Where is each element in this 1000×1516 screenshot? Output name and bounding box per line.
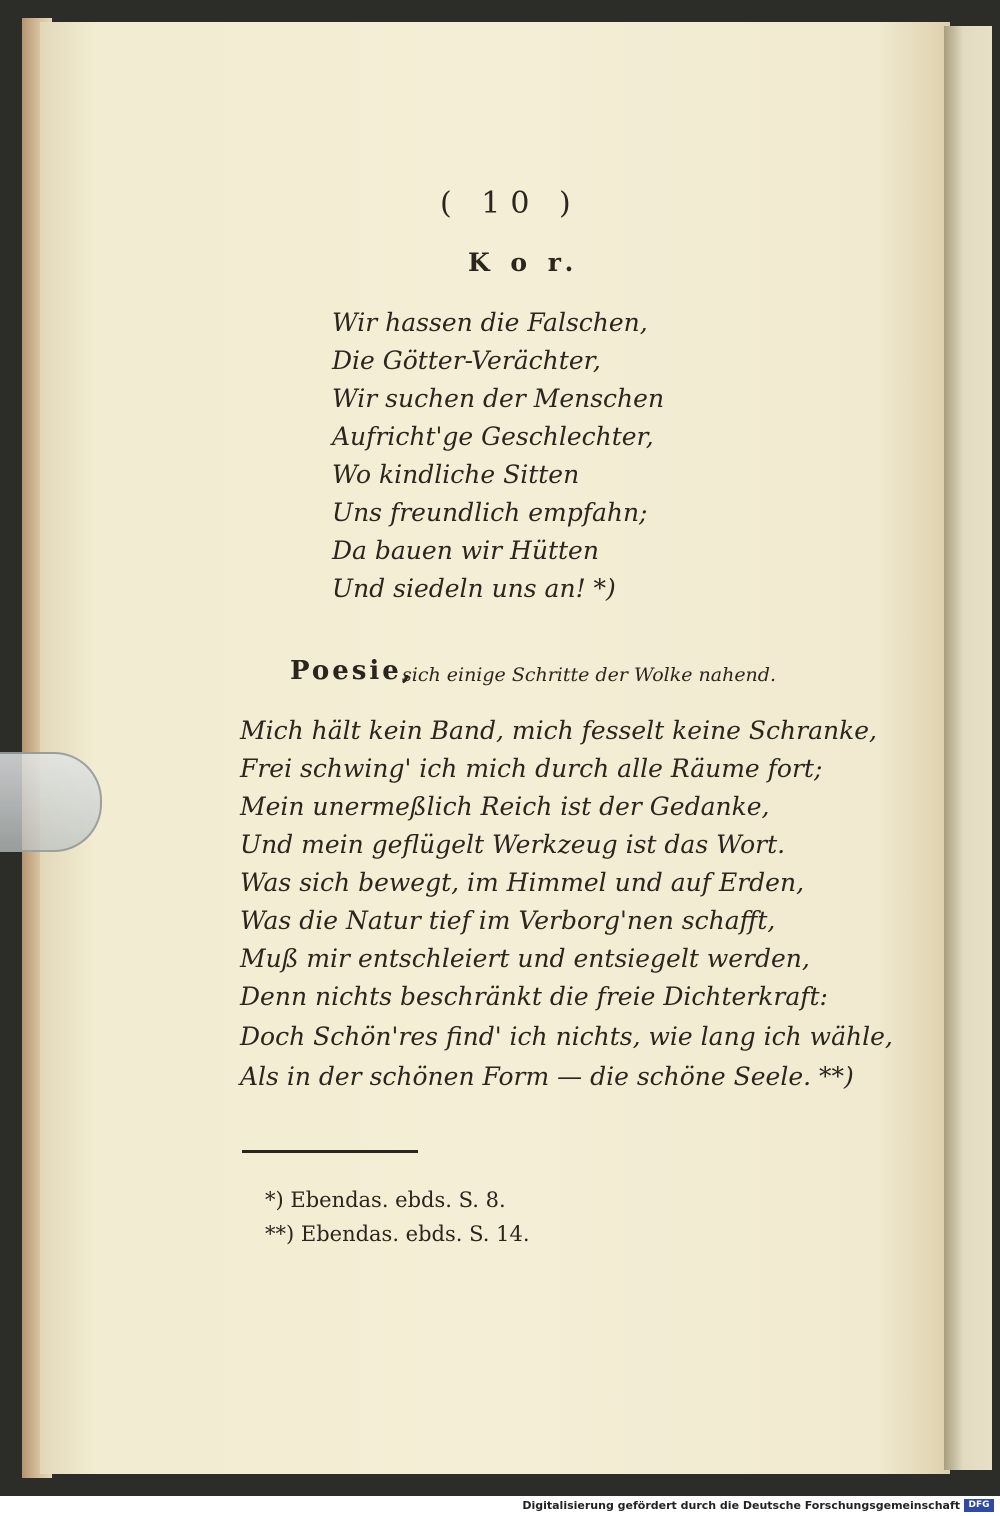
verse-line: Was sich bewegt, im Himmel und auf Erden, (240, 868, 805, 897)
chorus-line: Die Götter-Verächter, (332, 346, 601, 375)
verse-line: Was die Natur tief im Verborg'nen schafft, (240, 906, 776, 935)
chorus-line: Uns freundlich empfahn; (332, 498, 648, 527)
verse-line: Und mein geflügelt Werkzeug ist das Wort. (240, 830, 786, 859)
dfg-logo: DFG (964, 1499, 994, 1512)
book-page (40, 22, 950, 1474)
facing-page-edge (944, 26, 992, 1470)
page-clip-holder (0, 752, 102, 852)
footnote: **) Ebendas. ebds. S. 14. (265, 1222, 530, 1246)
digitization-footer (0, 1496, 1000, 1516)
verse-line: Doch Schön'res find' ich nichts, wie lang ich wähle, (240, 1022, 893, 1051)
chorus-line: Wo kindliche Sitten (332, 460, 580, 489)
page-number: ( 10 ) (440, 186, 581, 221)
verse-line: Muß mir entschleiert und entsiegelt werden, (240, 944, 810, 973)
verse-line: Frei schwing' ich mich durch alle Räume fort; (240, 754, 823, 783)
speaker-poesie: Poesie, (290, 656, 414, 686)
chorus-line: Wir suchen der Menschen (332, 384, 665, 413)
footnote-rule (242, 1150, 418, 1153)
verse-line: Mein unermeßlich Reich ist der Gedanke, (240, 792, 770, 821)
funding-credit: Digitalisierung gefördert durch die Deutsche Forschungsgemeinschaft (522, 1499, 960, 1512)
verse-line: Als in der schönen Form — die schöne Seele. **) (240, 1062, 854, 1091)
verse-line: Mich hält kein Band, mich fesselt keine Schranke, (240, 716, 877, 745)
chorus-line: Aufricht'ge Geschlechter, (332, 422, 654, 451)
footnote: *) Ebendas. ebds. S. 8. (265, 1188, 506, 1212)
chorus-line: Wir hassen die Falschen, (332, 308, 648, 337)
speaker-kor: K o r. (468, 248, 580, 277)
chorus-line: Und siedeln uns an! *) (332, 574, 616, 603)
chorus-line: Da bauen wir Hütten (332, 536, 599, 565)
stage-direction: sich einige Schritte der Wolke nahend. (402, 664, 776, 686)
verse-line: Denn nichts beschränkt die freie Dichterkraft: (240, 982, 828, 1011)
